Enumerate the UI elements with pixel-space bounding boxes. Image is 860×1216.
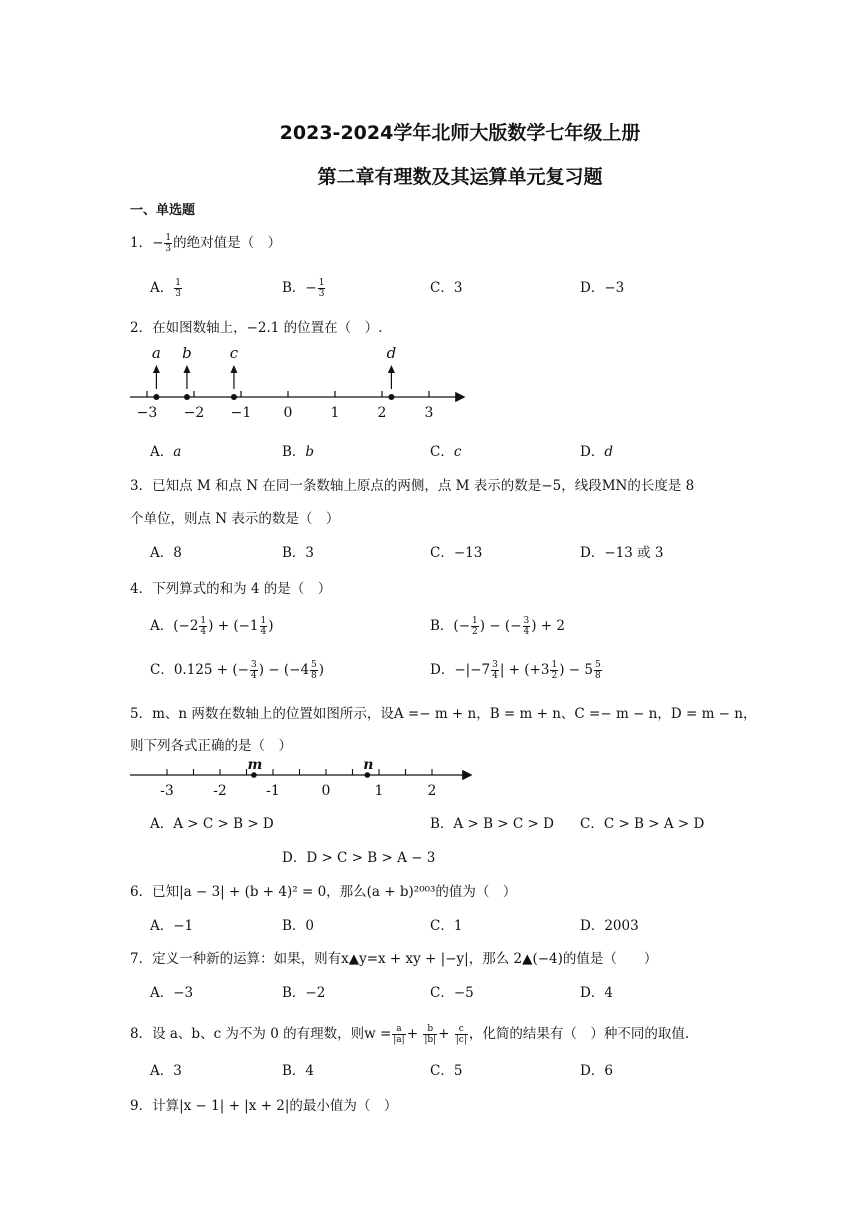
point-dot <box>153 394 159 400</box>
q7-option-c[interactable]: C．−5 <box>430 985 474 1001</box>
q5-option-c[interactable]: C．C > B > A > D <box>580 816 705 832</box>
q8-option-c[interactable]: C．5 <box>430 1063 463 1079</box>
q3-option-c[interactable]: C．−13 <box>430 545 483 561</box>
tick-label: 0 <box>283 405 293 421</box>
q2-option-b[interactable]: B．b <box>282 444 315 460</box>
question-9: 9．计算|x − 1| + |x + 2|的最小值为（ ） <box>130 1098 398 1114</box>
q8-option-a[interactable]: A．3 <box>150 1063 182 1079</box>
q2-option-c[interactable]: C．c <box>430 444 462 460</box>
q8-option-d[interactable]: D．6 <box>580 1063 613 1079</box>
section-heading: 一、单选题 <box>130 203 196 218</box>
tick-label: 1 <box>374 783 384 799</box>
fraction: $\frac{1}{3}$ <box>165 233 172 254</box>
question-8: 8．设 a、b、c 为不为 0 的有理数，则w = $\frac{a}{|a|}$ + $\frac{b}{|b|}$ + $\frac{c}{|c|}$ ，化简的结果有（ ）种不同的取值. <box>130 1024 690 1045</box>
point-label: a <box>151 344 161 362</box>
tick-label: -1 <box>266 783 280 799</box>
question-5-line2: 则下列各式正确的是（ ） <box>130 738 292 754</box>
q7-option-b[interactable]: B．−2 <box>282 985 326 1001</box>
point-label: d <box>386 344 397 362</box>
tick-label: −2 <box>183 405 205 421</box>
q5-option-b[interactable]: B．A > B > C > D <box>430 816 554 832</box>
tick-label: 2 <box>427 783 437 799</box>
tick-label: −1 <box>230 405 252 421</box>
arrow-head <box>388 365 395 373</box>
tick-label: 1 <box>330 405 340 421</box>
point-dot <box>184 394 190 400</box>
arrow-head <box>230 365 237 373</box>
arrow-head <box>153 365 160 373</box>
q4-option-d[interactable]: D．−|−7 $\frac{3}{4}$ | + (+3 $\frac{1}{2}$ ) − 5 $\frac{5}{8}$ <box>430 660 601 681</box>
page-subtitle: 第二章有理数及其运算单元复习题 <box>317 166 603 188</box>
point-label: c <box>229 344 239 362</box>
tick-label: 2 <box>377 405 387 421</box>
q4-option-c[interactable]: C．0.125 + (− $\frac{3}{4}$ ) − (−4 $\frac{5}{8}$ ) <box>150 660 325 681</box>
point-dot <box>365 772 371 778</box>
q3-option-a[interactable]: A．8 <box>150 545 182 561</box>
q4-option-b[interactable]: B．(− $\frac{1}{2}$ ) − (− $\frac{3}{4}$ ) + 2 <box>430 616 565 637</box>
question-3-line2: 个单位，则点 N 表示的数是（ ） <box>130 511 340 527</box>
q3-option-d[interactable]: D．−13 或 3 <box>580 545 664 561</box>
point-dot <box>388 394 394 400</box>
q1-option-a[interactable]: A． $\frac{1}{3}$ <box>150 278 181 299</box>
point-label: n <box>363 757 374 773</box>
question-3-line1: 3．已知点 M 和点 N 在同一条数轴上原点的两侧，点 M 表示的数是−5，线段MN的长度是 8 <box>130 478 695 494</box>
q6-option-b[interactable]: B．0 <box>282 918 315 934</box>
q5-option-a[interactable]: A．A > C > B > D <box>150 816 274 832</box>
q1-option-d[interactable]: D．−3 <box>580 280 625 296</box>
question-7: 7．定义一种新的运算：如果，则有x▲y=x + xy + |−y|，那么 2▲(−4)的值是（ ） <box>130 951 658 967</box>
tick-label: −3 <box>136 405 158 421</box>
q6-option-c[interactable]: C．1 <box>430 918 463 934</box>
tick-label: 0 <box>321 783 331 799</box>
point-label: b <box>182 344 192 362</box>
q6-option-a[interactable]: A．−1 <box>150 918 194 934</box>
arrow-head <box>183 365 190 373</box>
q1-option-b[interactable]: B．− $\frac{1}{3}$ <box>282 278 325 299</box>
question-4: 4．下列算式的和为 4 的是（ ） <box>130 581 332 597</box>
question-6: 6．已知|a − 3| + (b + 4)² = 0，那么(a + b)²⁰⁰³的值为（ ） <box>130 884 517 900</box>
point-dot <box>231 394 237 400</box>
question-5-line1: 5．m、n 两数在数轴上的位置如图所示，设A =− m + n，B = m + n、C =− m − n，D = m − n， <box>130 706 757 722</box>
number-line-q2 <box>125 340 475 425</box>
q8-option-b[interactable]: B．4 <box>282 1063 315 1079</box>
q7-option-a[interactable]: A．−3 <box>150 985 194 1001</box>
tick-label: -3 <box>160 783 174 799</box>
point-dot <box>251 772 257 778</box>
tick-label: -2 <box>213 783 227 799</box>
q5-option-d[interactable]: D．D > C > B > A − 3 <box>282 850 436 866</box>
question-2: 2．在如图数轴上，−2.1 的位置在（ ）. <box>130 320 383 336</box>
q2-option-a[interactable]: A．a <box>150 444 182 460</box>
tick-label: 3 <box>424 405 434 421</box>
q6-option-d[interactable]: D．2003 <box>580 918 639 934</box>
question-1: 1．− $\frac{1}{3}$ 的绝对值是（ ） <box>130 233 282 254</box>
q3-option-b[interactable]: B．3 <box>282 545 315 561</box>
page-title: 2023-2024学年北师大版数学七年级上册 <box>279 122 641 144</box>
q7-option-d[interactable]: D．4 <box>580 985 613 1001</box>
q1-option-c[interactable]: C．3 <box>430 280 463 296</box>
q2-option-d[interactable]: D．d <box>580 444 613 460</box>
point-label: m <box>247 757 263 773</box>
q4-option-a[interactable]: A．(−2 $\frac{1}{4}$ ) + (−1 $\frac{1}{4}$ ) <box>150 616 274 637</box>
number-line-q5 <box>125 755 480 803</box>
